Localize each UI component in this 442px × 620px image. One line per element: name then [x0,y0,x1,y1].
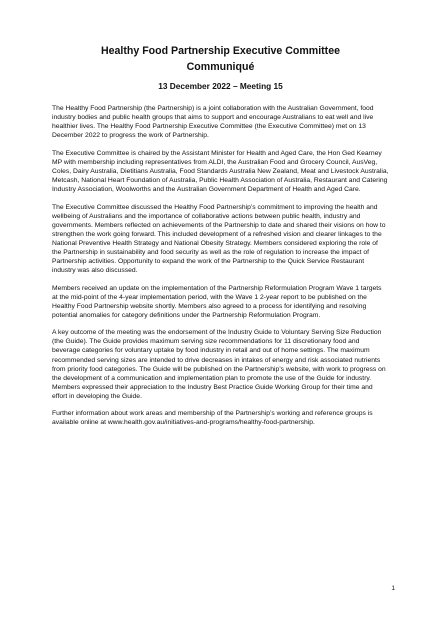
paragraph-introduction: The Healthy Food Partnership (the Partnership) is a joint collaboration with the Australian Government, food industry bodies and public health groups that aims to support and encourage Australians to eat well and live healthier lives. The Healthy Food Partnership Executive Committee (the Executive Committee) met on 13 December 2022 to progress the work of Partnership. [52,105,374,140]
page-number: 1 [391,585,395,592]
paragraph-further-information: Further information about work areas and membership of the Partnership’s working and reference groups is available online at www.health.gov.au/initiatives-and-programs/healthy-food-partnership. [52,410,373,427]
paragraph-discussion: The Executive Committee discussed the Healthy Food Partnership’s commitment to improving the health and wellbeing of Australians and the importance of collaborative actions between public health, industry and governments. Members reflected on achievements of the Partnership to date and shared their visions on how to strengthen the work going forward. This included development of a refreshed vision and clearer linkages to the National Preventive Health Strategy and National Obesity Strategy. Members considered exploring the role of the Partnership in sustainability and food security as well as the role of regulation to increase the impact of Partnership activities. Opportunity to expand the work of the Partnership to the Quick Service Restaurant industry was also discussed. [52,203,386,274]
paragraph-reformulation-update: Members received an update on the implementation of the Partnership Reformulation Program Wave 1 targets at the mid-point of the 4-year implementation period, with the Wave 1 2-year report to be published on the Healthy Food Partnership website shortly. Members also agreed to a process for identifying and resolving potential anomalies for category definitions under the Partnership Reformulation Program. [52,284,382,319]
document-title-line-1: Healthy Food Partnership Executive Committee [100,45,340,57]
paragraph-serving-size-guide: A key outcome of the meeting was the endorsement of the Industry Guide to Voluntary Serving Size Reduction (the Guide). The Guide provides maximum serving size recommendations for 11 discretionary food and beverage categories for voluntary uptake by food industry in retail and out of home settings. The maximum recommended serving sizes are intended to drive decreases in intakes of energy and risk associated nutrients from priority food categories. The Guide will be published on the Partnership’s website, with work to progress on the development of a communication and implementation plan to promote the use of the Guide for industry. Members expressed their appreciation to the Industry Best Practice Guide Working Group for their time and effort in developing the Guide. [52,329,386,400]
meeting-date: 13 December 2022 – Meeting 15 [158,81,283,91]
paragraph-membership: The Executive Committee is chaired by the Assistant Minister for Health and Aged Care, the Hon Ged Kearney MP with membership including representatives from ALDI, the Australian Food and Grocery Council, AusVeg, Coles, Dairy Australia, Dietitians Australia, Food Standards Australia New Zealand, Meat and Livestock Australia, Metcash, National Heart Foundation of Australia, Public Health Association of Australia, Restaurant and Catering Industry Association, Woolworths and the Australian Government Department of Health and Aged Care. [52,149,389,193]
document-title-line-2: Communiqué [186,61,255,73]
